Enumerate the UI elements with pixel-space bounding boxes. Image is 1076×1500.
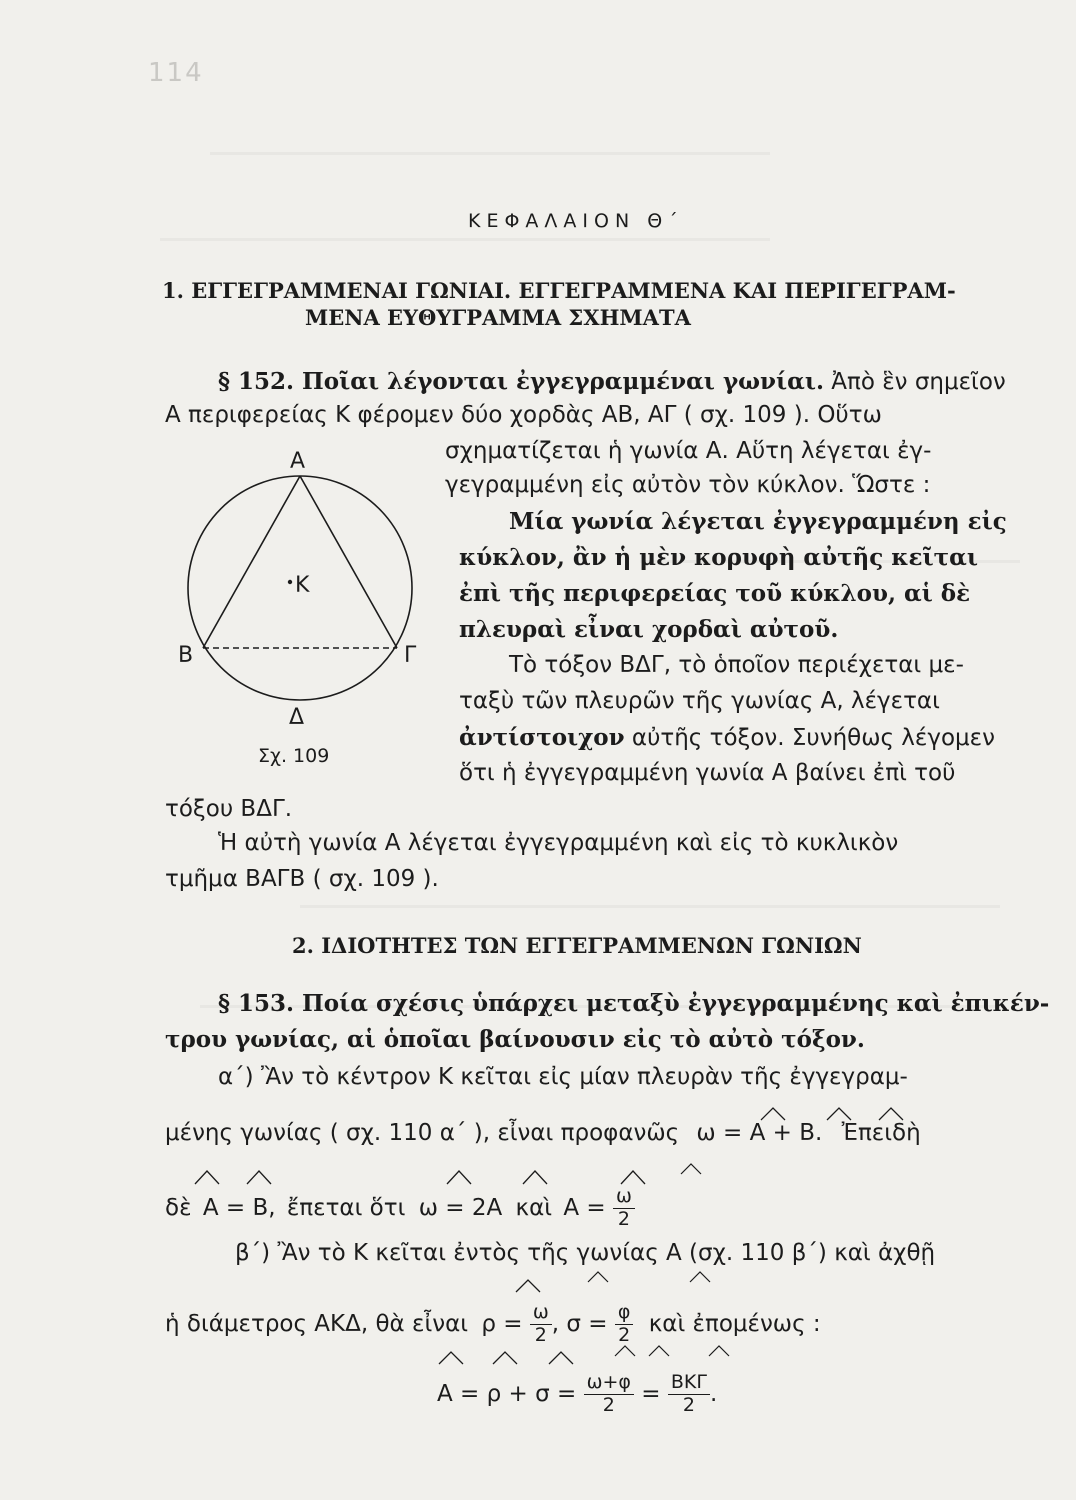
fraction-denominator: 2: [618, 1323, 631, 1346]
para152-line4: γεγραμμένη εἰς αὐτὸν τὸν κύκλον. Ὥστε :: [445, 472, 931, 498]
case-a-de: δὲ: [165, 1194, 192, 1221]
hat-A3: [621, 1171, 645, 1184]
para152-line1: [218, 368, 1006, 395]
case-a-line3-text: ἔπεται ὅτι: [286, 1194, 406, 1221]
formula-omega-sum: ω = Α + Β.: [696, 1120, 823, 1146]
page-number: 114: [148, 58, 204, 88]
hat-B: [879, 1108, 903, 1120]
para152-title: § 152. Ποῖαι λέγονται ἐγγεγραμμέναι γωνίαι.: [218, 368, 824, 395]
formula-rho: ρ =: [481, 1310, 523, 1337]
hat-phi2: [649, 1346, 669, 1356]
final-lhs: Α = ρ + σ =: [437, 1380, 577, 1407]
arc-line5: τόξου ΒΔΓ.: [165, 796, 293, 822]
arc-line2: ταξὺ τῶν πλευρῶν τῆς γωνίας Α, λέγεται: [459, 688, 940, 714]
formula-A-eq-B: Α = Β,: [202, 1194, 276, 1221]
para152-line3: σχηματίζεται ἡ γωνία Α. Αὕτη λέγεται ἐγ-: [445, 438, 932, 464]
definition-line2: κύκλον, ἂν ἡ μὲν κορυφὴ αὐτῆς κεῖται: [459, 544, 978, 571]
label-B: Β: [178, 643, 194, 668]
definition-line1: Μία γωνία λέγεται ἐγγεγραμμένη εἰς: [509, 508, 1007, 535]
section1-heading-line2: ΜΕΝΑ ΕΥΘΥΓΡΑΜΜΑ ΣΧΗΜΑΤΑ: [305, 305, 691, 330]
final-end: .: [709, 1380, 718, 1407]
case-a-line2-text: μένης γωνίας ( σχ. 110 α΄ ), εἶναι προφανῶς: [165, 1120, 680, 1146]
same-angle-line2: τμῆμα ΒΑΓΒ ( σχ. 109 ).: [165, 866, 439, 892]
para153-title-line1: § 153. Ποία σχέσις ὑπάρχει μεταξὺ ἐγγεγραμμένης καὶ ἐπικέν-: [218, 990, 1050, 1017]
arc-line4: ὅτι ἡ ἐγγεγραμμένη γωνία Α βαίνει ἐπὶ τοῦ: [459, 760, 956, 786]
fraction-BKG: [668, 1372, 710, 1417]
hat-marks-line3: [185, 1162, 725, 1190]
hat-rho2: [493, 1352, 517, 1364]
label-D: Δ: [289, 705, 305, 730]
hat-omega5: [615, 1346, 635, 1356]
hat-omega: [761, 1108, 785, 1120]
label-A: Α: [290, 449, 306, 474]
case-b-line1: β΄) Ἂν τὸ Κ κεῖται ἐντὸς τῆς γωνίας Α (σχ. 110 β΄) καὶ ἀχθῇ: [235, 1240, 936, 1266]
hat-omega2: [447, 1171, 471, 1184]
case-a-line2-end: Ἐπειδὴ: [841, 1120, 921, 1146]
hat-omega3: [681, 1164, 701, 1174]
fraction-denominator: 2: [617, 1207, 630, 1230]
figure-109: [170, 440, 440, 780]
fraction-numerator: ω+φ: [584, 1372, 634, 1395]
final-formula: [437, 1372, 717, 1417]
hat-rho: [516, 1280, 540, 1292]
case-b-line2-text: ἡ διάμετρος ΑΚΔ, θὰ εἶναι: [165, 1310, 469, 1337]
label-K: Κ: [295, 573, 310, 598]
case-a-line3: [165, 1186, 635, 1231]
fraction-numerator: ΒΚΓ: [668, 1372, 710, 1395]
formula-sigma: , σ =: [551, 1310, 608, 1337]
arc-line3: [459, 724, 995, 751]
hat-marks-line5: [500, 1268, 740, 1296]
center-point-K: [288, 580, 292, 584]
formula-omega-2A: ω = 2Α: [418, 1194, 503, 1221]
chord-AB: [203, 476, 300, 648]
final-eq: =: [641, 1380, 661, 1407]
fraction-omega-plus-phi: [584, 1372, 634, 1417]
case-a-line1: α΄) Ἂν τὸ κέντρον Κ κεῖται εἰς μίαν πλευρὰν τῆς ἐγγεγραμ-: [218, 1064, 908, 1090]
chapter-title: ΚΕΦΑΛΑΙΟΝ Θ΄: [468, 210, 684, 232]
definition-line4: πλευραὶ εἶναι χορδαὶ αὐτοῦ.: [459, 616, 839, 643]
arc-term: ἀντίστοιχον: [459, 724, 625, 751]
fraction-omega-over-2: [613, 1186, 635, 1231]
hat-BKG: [709, 1346, 729, 1356]
section1-heading-line1: 1. ΕΓΓΕΓΡΑΜΜΕΝΑΙ ΓΩΝΙΑΙ. ΕΓΓΕΓΡΑΜΜΕΝΑ ΚΑΙ ΠΕΡΙΓΕΓΡΑΜ-: [162, 278, 956, 303]
label-G: Γ: [404, 643, 417, 668]
section2-heading: 2. ΙΔΙΟΤΗΤΕΣ ΤΩΝ ΕΓΓΕΓΡΑΜΜΕΝΩΝ ΓΩΝΙΩΝ: [292, 933, 862, 958]
chord-AG: [300, 476, 397, 648]
fraction-denominator: 2: [682, 1393, 695, 1416]
hat-phi: [690, 1272, 710, 1282]
case-a-kai: καὶ: [515, 1194, 553, 1221]
fraction-numerator: ω: [613, 1186, 635, 1209]
formula-A-eq-lhs: Α =: [563, 1194, 606, 1221]
definition-line3: ἐπὶ τῆς περιφερείας τοῦ κύκλου, αἱ δὲ: [459, 580, 971, 607]
hat-marks-final: [437, 1340, 767, 1368]
para152-line1-rest: Ἀπὸ ἓν σημεῖον: [831, 369, 1006, 395]
hat-A4: [439, 1352, 463, 1364]
arc-line3-rest: αὐτῆς τόξον. Συνήθως λέγομεν: [624, 725, 995, 751]
para153-title-line2: τρου γωνίας, αἱ ὁποῖαι βαίνουσιν εἰς τὸ αὐτὸ τόξον.: [165, 1026, 865, 1053]
hat-A2: [523, 1171, 547, 1184]
case-b-line2-end: καὶ ἐπομένως :: [648, 1310, 821, 1337]
same-angle-line1: Ἡ αὐτὴ γωνία Α λέγεται ἐγγεγραμμένη καὶ εἰς τὸ κυκλικὸν: [218, 830, 899, 856]
fraction-denominator: 2: [602, 1393, 615, 1416]
fraction-numerator: ω: [530, 1302, 552, 1325]
para152-line2: Α περιφερείας Κ φέρομεν δύο χορδὰς ΑΒ, ΑΓ ( σχ. 109 ). Οὕτω: [165, 402, 882, 428]
hat-A: [827, 1108, 851, 1120]
hat-A1: [195, 1171, 219, 1184]
hat-marks-line2: [755, 1100, 915, 1124]
hat-sigma: [549, 1352, 573, 1364]
arc-line1: Τὸ τόξον ΒΔΓ, τὸ ὁποῖον περιέχεται με-: [509, 652, 964, 678]
fraction-numerator: φ: [615, 1302, 634, 1325]
hat-B1: [247, 1171, 271, 1184]
fraction-denominator: 2: [534, 1323, 547, 1346]
hat-omega4: [588, 1272, 608, 1282]
figure-caption: Σχ. 109: [258, 745, 330, 767]
